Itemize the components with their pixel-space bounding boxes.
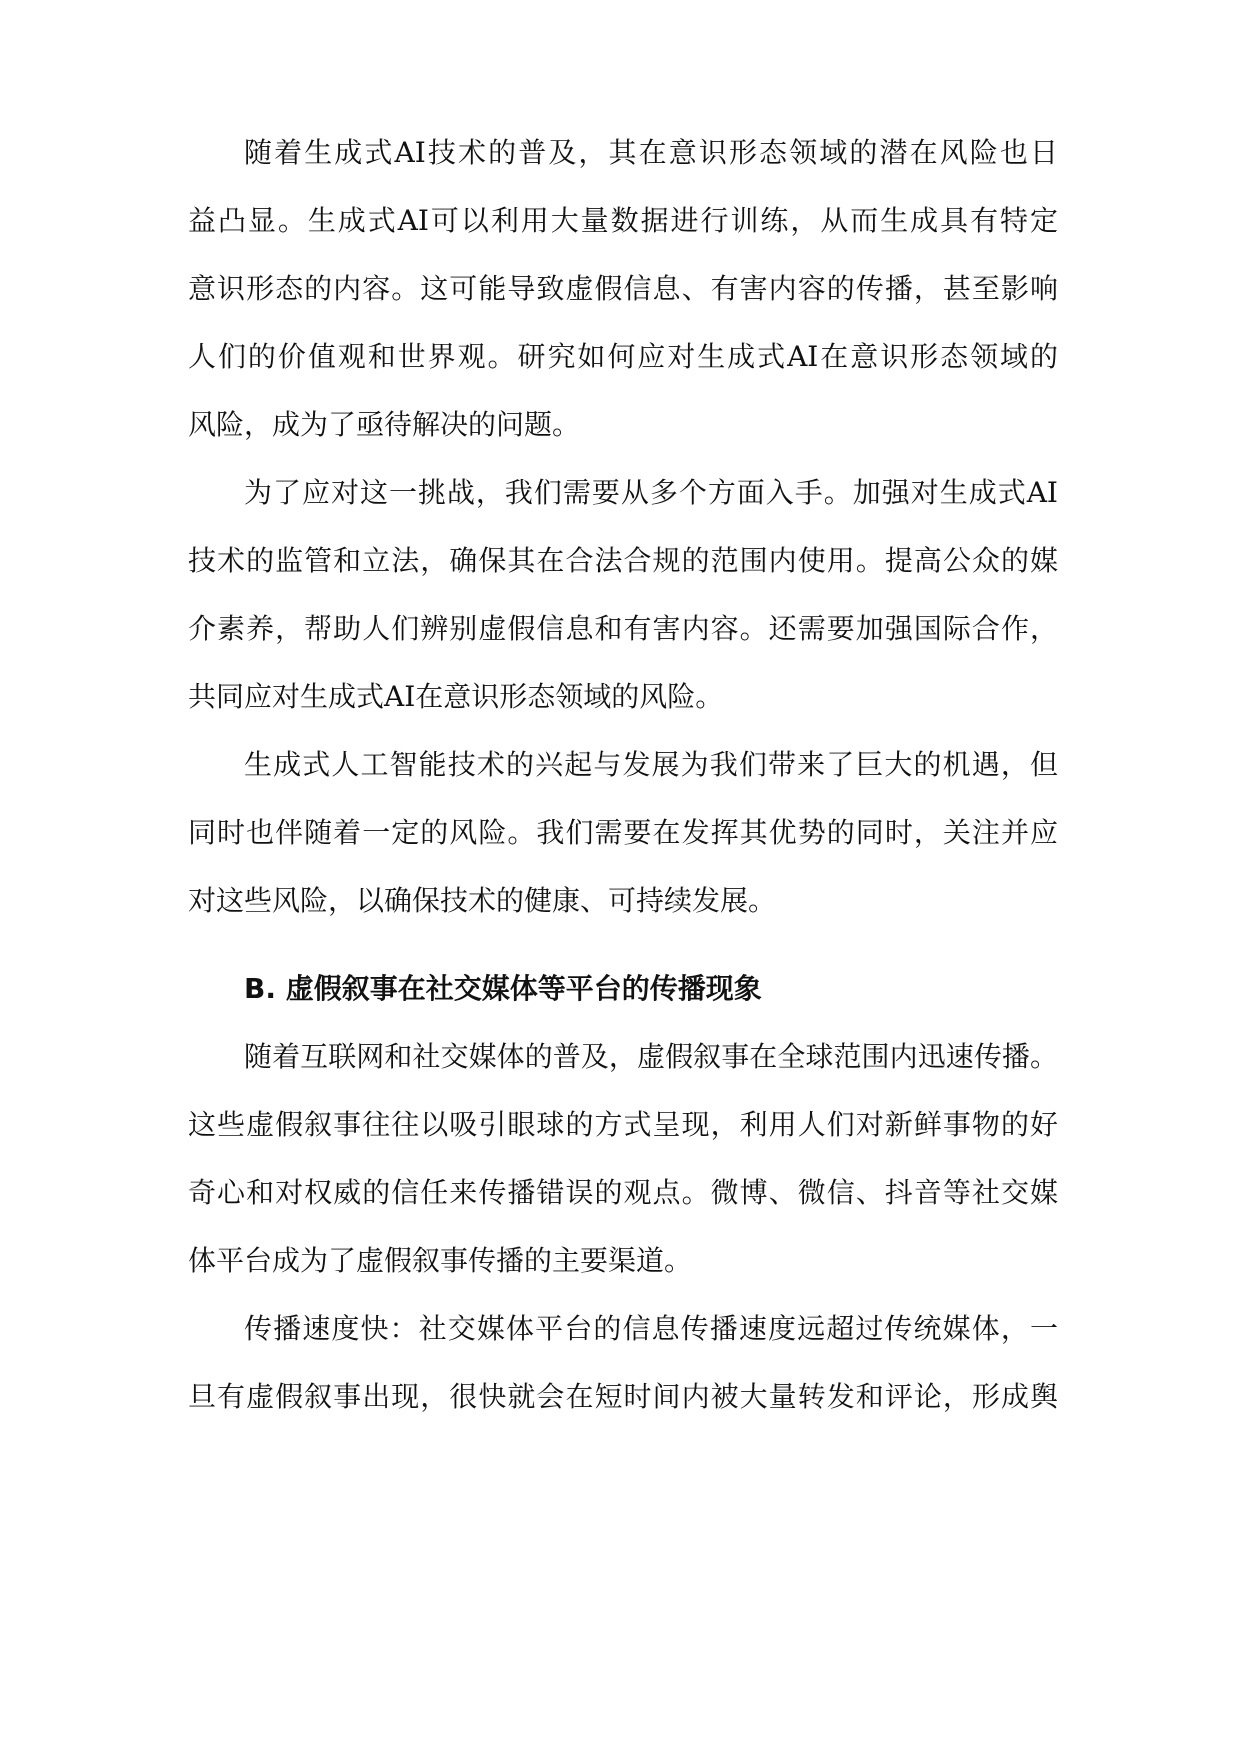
paragraph-5-line-2: 旦有虚假叙事出现，很快就会在短时间内被大量转发和评论，形成舆 bbox=[188, 1380, 1058, 1413]
paragraph-3-line-3: 对这些风险，以确保技术的健康、可持续发展。 bbox=[188, 884, 777, 917]
paragraph-2-line-1: 为了应对这一挑战，我们需要从多个方面入手。加强对生成式AI bbox=[244, 476, 1058, 509]
paragraph-4-line-2: 这些虚假叙事往往以吸引眼球的方式呈现，利用人们对新鲜事物的好 bbox=[188, 1108, 1058, 1141]
paragraph-1-line-2: 益凸显。生成式AI可以利用大量数据进行训练，从而生成具有特定 bbox=[188, 204, 1058, 237]
paragraph-4-line-1: 随着互联网和社交媒体的普及，虚假叙事在全球范围内迅速传播。 bbox=[244, 1040, 1058, 1073]
section-heading: B. 虚假叙事在社交媒体等平台的传播现象 bbox=[244, 972, 762, 1005]
paragraph-3-line-1: 生成式人工智能技术的兴起与发展为我们带来了巨大的机遇，但 bbox=[244, 748, 1058, 781]
paragraph-4-line-3: 奇心和对权威的信任来传播错误的观点。微博、微信、抖音等社交媒 bbox=[188, 1176, 1058, 1209]
paragraph-3-line-2: 同时也伴随着一定的风险。我们需要在发挥其优势的同时，关注并应 bbox=[188, 816, 1058, 849]
paragraph-2-line-3: 介素养，帮助人们辨别虚假信息和有害内容。还需要加强国际合作， bbox=[188, 612, 1058, 645]
paragraph-2-line-2: 技术的监管和立法，确保其在合法合规的范围内使用。提高公众的媒 bbox=[188, 544, 1058, 577]
paragraph-1-line-4: 人们的价值观和世界观。研究如何应对生成式AI在意识形态领域的 bbox=[188, 340, 1058, 373]
paragraph-1-line-1: 随着生成式AI技术的普及，其在意识形态领域的潜在风险也日 bbox=[244, 136, 1058, 169]
paragraph-1-line-5: 风险，成为了亟待解决的问题。 bbox=[188, 408, 581, 441]
paragraph-2-line-4: 共同应对生成式AI在意识形态领域的风险。 bbox=[188, 680, 724, 713]
paragraph-5-line-1: 传播速度快：社交媒体平台的信息传播速度远超过传统媒体，一 bbox=[244, 1312, 1058, 1345]
paragraph-4-line-4: 体平台成为了虚假叙事传播的主要渠道。 bbox=[188, 1244, 693, 1277]
paragraph-1-line-3: 意识形态的内容。这可能导致虚假信息、有害内容的传播，甚至影响 bbox=[188, 272, 1058, 305]
